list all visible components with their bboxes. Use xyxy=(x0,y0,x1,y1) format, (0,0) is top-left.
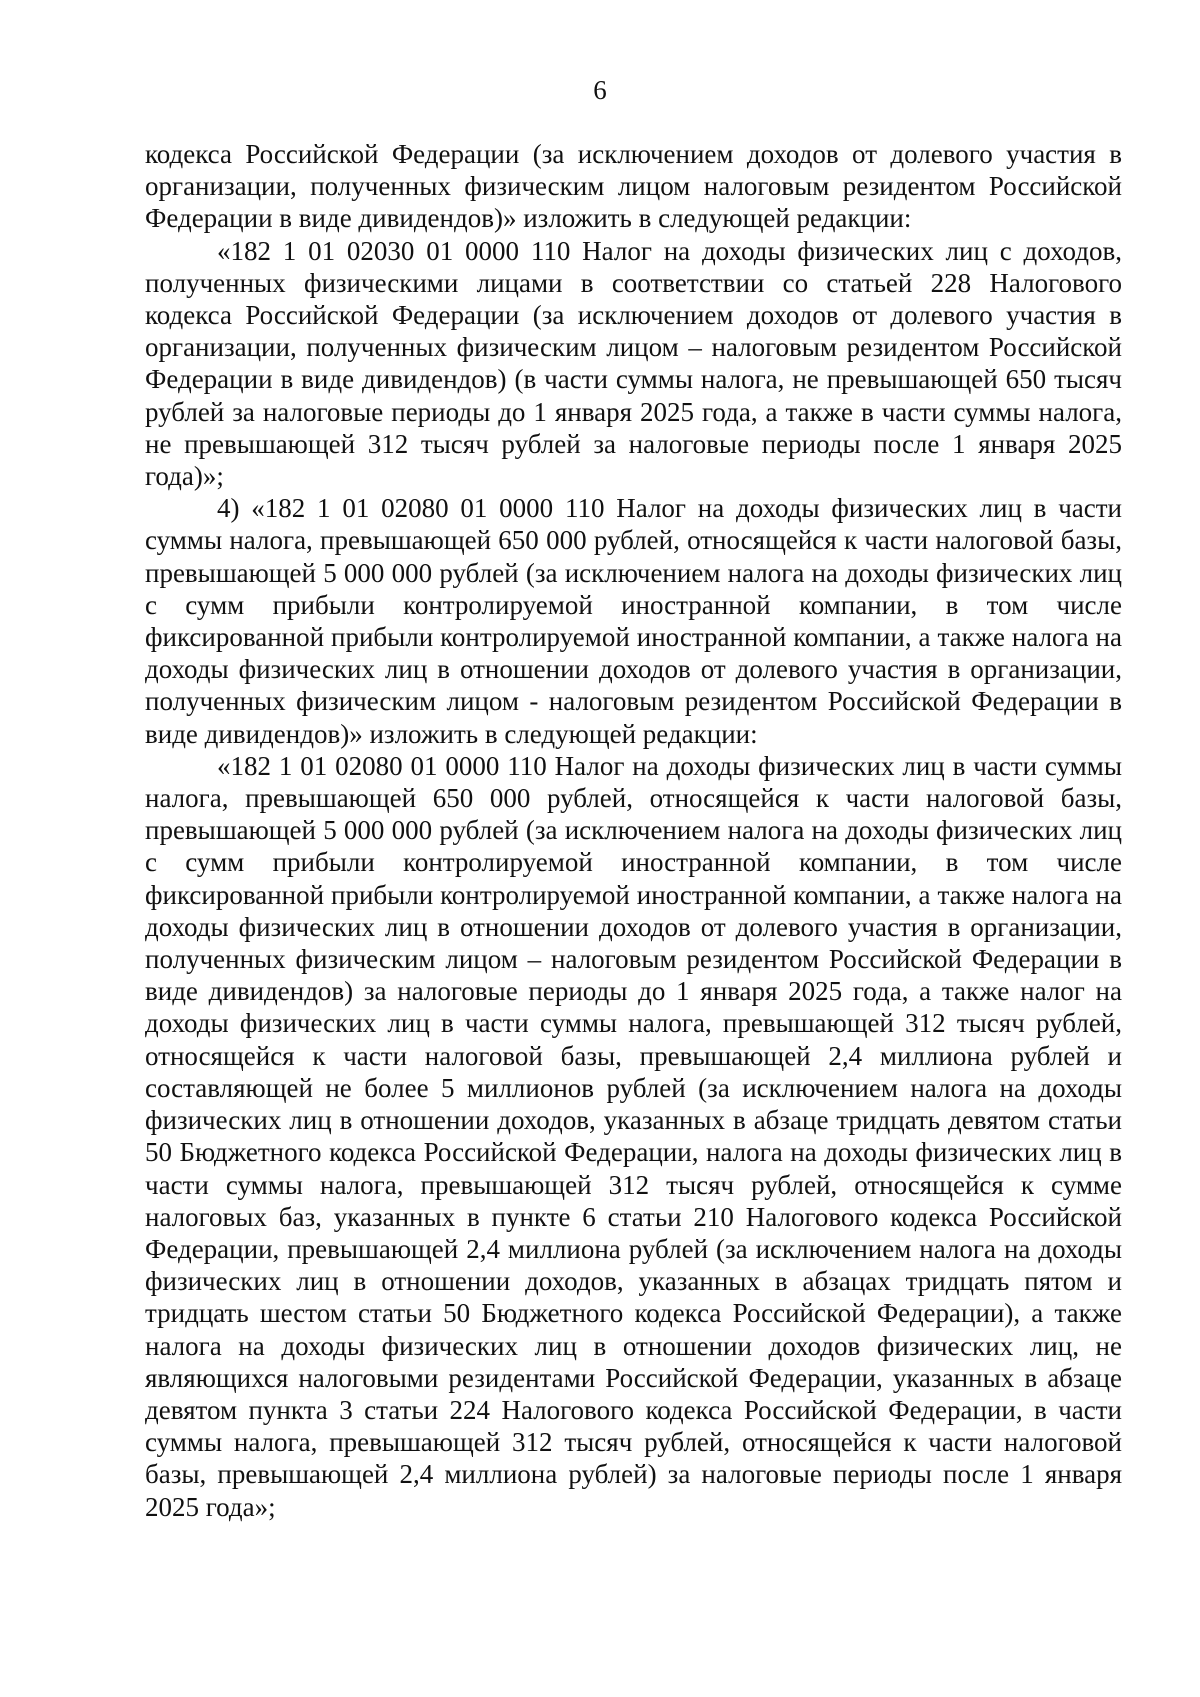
paragraph-new-wording-02030: «182 1 01 02030 01 0000 110 Налог на доходы физических лиц с доходов, полученных физическими лицами в соответствии со статьей 228 Налогового кодекса Российской Федерации (за исключением доходов от долевого участия в организации, полученных физическим лицом – налоговым резидентом Российской Федерации в виде дивидендов) (в части суммы налога, не превышающей 650 тысяч рублей за налоговые периоды до 1 января 2025 года, а также в части суммы налога, не превышающей 312 тысяч рублей за налоговые периоды после 1 января 2025 года)»; xyxy=(145,235,1122,492)
paragraph-new-wording-02080: «182 1 01 02080 01 0000 110 Налог на доходы физических лиц в части суммы налога, превышающей 650 000 рублей, относящейся к части налоговой базы, превышающей 5 000 000 рублей (за исключением налога на доходы физических лиц с сумм прибыли контролируемой иностранной компании, в том числе фиксированной прибыли контролируемой иностранной компании, а также налога на доходы физических лиц в отношении доходов от долевого участия в организации, полученных физическим лицом – налоговым резидентом Российской Федерации в виде дивидендов) за налоговые периоды до 1 января 2025 года, а также налог на доходы физических лиц в части суммы налога, превышающей 312 тысяч рублей, относящейся к части налоговой базы, превышающей 2,4 миллиона рублей и составляющей не более 5 миллионов рублей (за исключением налога на доходы физических лиц в отношении доходов, указанных в абзаце тридцать девятом статьи 50 Бюджетного кодекса Российской Федерации, налога на доходы физических лиц в части суммы налога, превышающей 312 тысяч рублей, относящейся к сумме налоговых баз, указанных в пункте 6 статьи 210 Налогового кодекса Российской Федерации, превышающей 2,4 миллиона рублей (за исключением налога на доходы физических лиц в отношении доходов, указанных в абзацах тридцать пятом и тридцать шестом статьи 50 Бюджетного кодекса Российской Федерации), а также налога на доходы физических лиц в отношении доходов физических лиц, не являющихся налоговыми резидентами Российской Федерации, указанных в абзаце девятом пункта 3 статьи 224 Налогового кодекса Российской Федерации, в части суммы налога, превышающей 312 тысяч рублей, относящейся к части налоговой базы, превышающей 2,4 миллиона рублей) за налоговые периоды после 1 января 2025 года»; xyxy=(145,750,1122,1522)
document-body xyxy=(145,138,1122,1523)
paragraph-continuation: кодекса Российской Федерации (за исключением доходов от долевого участия в организации, полученных физическим лицом налоговым резидентом Российской Федерации в виде дивидендов)» изложить в следующей редакции: xyxy=(145,139,1122,234)
paragraph-item-4: 4) «182 1 01 02080 01 0000 110 Налог на доходы физических лиц в части суммы налога, превышающей 650 000 рублей, относящейся к части налоговой базы, превышающей 5 000 000 рублей (за исключением налога на доходы физических лиц с сумм прибыли контролируемой иностранной компании, в том числе фиксированной прибыли контролируемой иностранной компании, а также налога на доходы физических лиц в отношении доходов от долевого участия в организации, полученных физическим лицом - налоговым резидентом Российской Федерации в виде дивидендов)» изложить в следующей редакции: xyxy=(145,493,1122,749)
page-number: 6 xyxy=(593,75,607,105)
